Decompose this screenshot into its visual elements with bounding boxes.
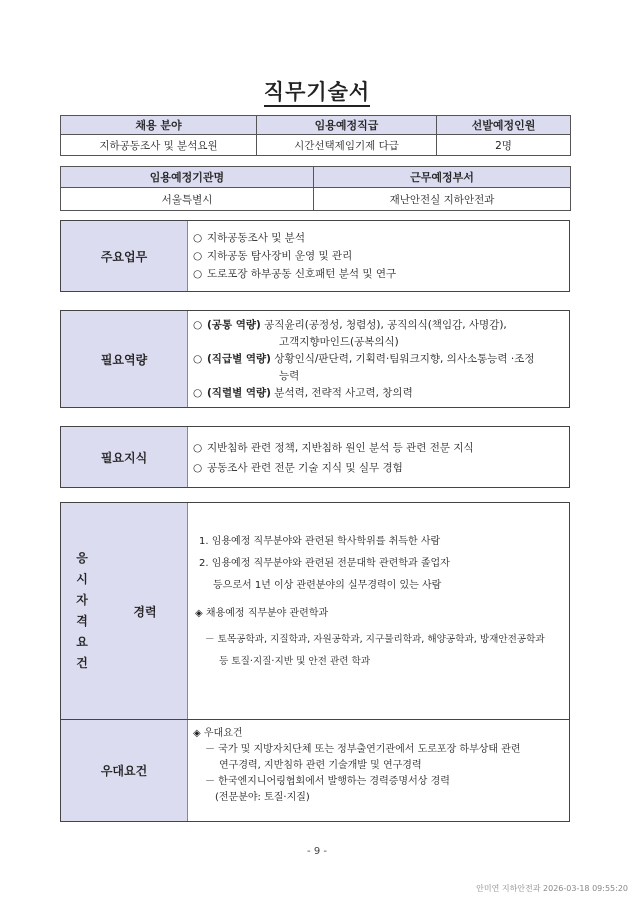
header-field: 채용 분야 [61,116,257,135]
preference-line: (전문분야: 토질·지질) [215,792,310,803]
competency-section [60,310,570,408]
competency-cont: 고객지향마인드(공복의식) [279,336,399,348]
duty-item: ○ 지하공동조사 및 분석 [193,232,305,244]
qualification-line: 2. 임용예정 직무분야와 관련된 전문대학 관련학과 졸업자 [199,558,450,569]
value-count: 2명 [437,135,571,156]
value-grade: 시간선택제임기제 다급 [257,135,437,156]
value-agency: 서울특별시 [61,188,314,211]
page-number: - 9 - [307,846,327,857]
header-department: 근무예정부서 [314,167,571,188]
knowledge-section [60,426,570,488]
main-duties-section [60,220,570,292]
document-title: 직무기술서 [0,76,634,106]
recruitment-table [60,115,571,156]
qualification-line: ◈ 채용예정 직무분야 관련학과 [195,608,329,619]
header-count: 선발예정인원 [437,116,571,135]
preference-label: 우대요건 [61,720,188,821]
preference-line: ◈ 우대요건 [193,728,243,739]
qualification-line: 등으로서 1년 이상 관련분야의 실무경력이 있는 사람 [213,580,442,591]
qualification-section [60,502,570,720]
qualification-line: 등 토질·지질·지반 및 안전 관련 학과 [219,656,371,667]
qualification-outer-label: 응 시 자 격 요 건 [61,503,104,719]
footer-stamp: 안미연 지하안전과 2026-03-18 09:55:20 [476,884,628,893]
value-department: 재난안전실 지하안전과 [314,188,571,211]
duty-item: ○ 지하공동 탐사장비 운영 및 관리 [193,250,353,262]
duty-item: ○ 도로포장 하부공동 신호패턴 분석 및 연구 [193,268,397,280]
agency-table [60,166,571,211]
qualification-inner-label: 경력 [103,503,188,719]
main-duties-label: 주요업무 [61,221,188,291]
competency-label: 필요역량 [61,311,188,407]
competency-cont: 능력 [279,370,300,382]
value-field: 지하공동조사 및 분석요원 [61,135,257,156]
competency-item: ○ (직렬별 역량) 분석력, 전략적 사고력, 창의력 [193,387,413,399]
knowledge-item: ○ 공동조사 관련 전문 기술 지식 및 실무 경험 [193,462,403,474]
knowledge-label: 필요지식 [61,427,188,487]
qualification-line: － 토목공학과, 지질학과, 자원공학과, 지구물리학과, 해양공학과, 방재안전공학과 [205,634,545,645]
header-agency: 임용예정기관명 [61,167,314,188]
qualification-line: 1. 임용예정 직무분야와 관련된 학사학위를 취득한 사람 [199,536,441,547]
knowledge-item: ○ 지반침하 관련 정책, 지반침하 원인 분석 등 관련 전문 지식 [193,442,474,454]
preference-line: － 한국엔지니어링협회에서 발행하는 경력증명서상 경력 [205,776,450,787]
header-grade: 임용예정직급 [257,116,437,135]
preference-line: － 국가 및 지방자치단체 또는 정부출연기관에서 도로포장 하부상태 관련 [205,744,521,755]
preference-section [60,720,570,822]
competency-item: ○ (공통 역량) 공직윤리(공정성, 청렴성), 공직의식(책임감, 사명감), [193,319,507,331]
preference-line: 연구경력, 지반침하 관련 기술개발 및 연구경력 [219,760,422,771]
competency-item: ○ (직급별 역량) 상황인식/판단력, 기획력·팀워크지향, 의사소통능력 ·조정 [193,353,535,365]
